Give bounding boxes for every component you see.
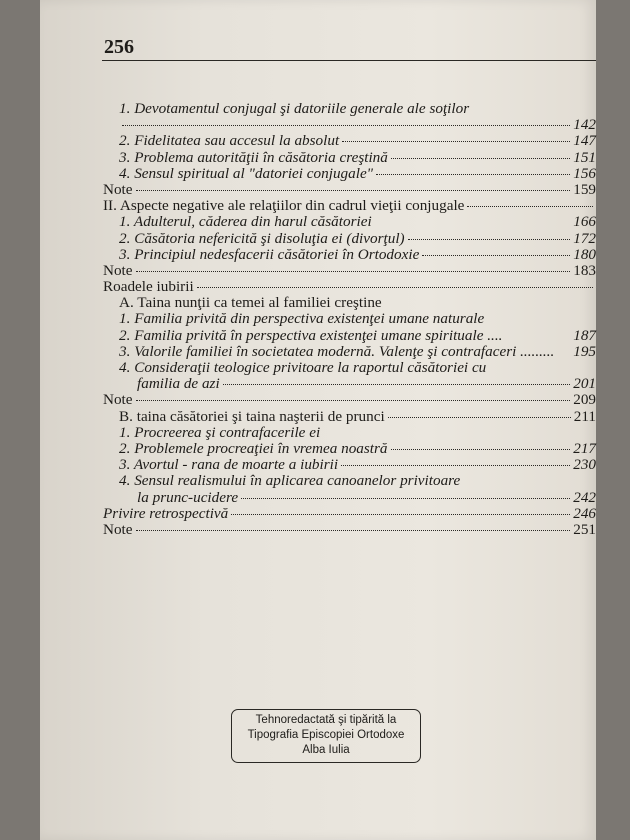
toc-entry (103, 441, 596, 457)
toc-entry (103, 457, 596, 473)
toc-entry-page: 147 (573, 132, 596, 150)
toc-entry (103, 344, 596, 360)
toc-entry-page: 201 (573, 375, 596, 393)
toc-entry (103, 198, 596, 214)
toc-entry (103, 182, 596, 198)
dot-leader (122, 125, 570, 126)
toc-entry-page: 246 (573, 504, 596, 522)
toc-entry (103, 133, 596, 149)
dot-leader (391, 158, 570, 159)
toc-entry (103, 473, 596, 489)
toc-entry-title: 1. Adulterul, căderea din harul căsătoriei (119, 213, 372, 231)
imprint-line-2: Tipografia Episcopiei Ortodoxe (247, 729, 405, 741)
toc-entry (103, 231, 596, 247)
toc-entry-title: 4. Sensul spiritual al "datoriei conjugale" (119, 164, 374, 182)
toc-entry-title: 2. Fidelitatea sau accesul la absolut (119, 132, 340, 150)
toc-entry-page: 142 (573, 116, 596, 134)
toc-entry-page: 211 (573, 407, 596, 425)
toc-entry-page: 183 (573, 261, 596, 279)
dot-leader (467, 206, 593, 207)
toc-entry-title: 4. Sensul realismului în aplicarea canoanelor privitoare (119, 472, 461, 490)
dot-leader (341, 465, 570, 466)
toc-entry-title: 2. Căsătoria nefericită şi disoluţia ei (divorţul) (119, 229, 405, 247)
toc-entry-title: la prunc-ucidere (137, 488, 239, 506)
book-page (40, 0, 596, 840)
toc-entry-title: Privire retrospectivă (103, 504, 229, 522)
toc-entry-title: Roadele iubirii (103, 278, 194, 296)
dot-leader (136, 530, 571, 531)
toc-entry-title: 3. Problema autorităţii în căsătoria creştină (119, 148, 388, 166)
toc-entry-title: 2. Familia privită în perspectiva existenţei umane spirituale .... (119, 326, 503, 344)
dot-leader (223, 384, 571, 385)
toc-entry (103, 295, 596, 311)
toc-entry (103, 328, 596, 344)
dot-leader (376, 174, 570, 175)
header-rule (102, 60, 596, 61)
toc-entry-page: 195 (573, 342, 596, 360)
toc-entry-title: Note (103, 261, 133, 279)
toc-entry-title: A. Taina nunţii ca temei al familiei creştine (119, 294, 382, 312)
toc-entry-title: 2. Problemele procreaţiei în vremea noastră (119, 439, 388, 457)
page-number: 256 (104, 36, 134, 58)
toc-entry-title: B. taina căsătoriei şi taina naşterii de prunci (119, 407, 385, 425)
imprint-box (231, 709, 421, 763)
dot-leader (136, 271, 571, 272)
dot-leader (136, 190, 571, 191)
toc-entry (103, 522, 596, 538)
toc-entry-title: 1. Familia privită din perspectiva existenţei umane naturale (119, 310, 485, 328)
dot-leader (342, 141, 570, 142)
toc-entry (103, 392, 596, 408)
dot-leader (241, 498, 570, 499)
toc-entry (103, 279, 596, 295)
toc-entry-title: 1. Devotamentul conjugal şi datoriile generale ale soţilor (119, 100, 470, 117)
toc-entry-title: 3. Valorile familiei în societatea modernă. Valenţe şi contrafaceri ......... (119, 342, 555, 360)
toc-entry-title: 3. Avortul - rana de moarte a iubirii (119, 456, 339, 474)
toc-entry (103, 490, 596, 506)
toc-entry (103, 101, 596, 117)
toc-entry-page: 217 (573, 439, 596, 457)
dot-leader (408, 239, 571, 240)
toc-entry-title: II. Aspecte negative ale relaţiilor din cadrul vieţii conjugale (103, 197, 465, 215)
toc-entry (103, 263, 596, 279)
toc-entry-page: 209 (573, 391, 596, 409)
dot-leader (136, 400, 571, 401)
toc-entry-title: Note (103, 180, 133, 198)
imprint-line-3: Alba Iulia (302, 744, 350, 756)
dot-leader (422, 255, 570, 256)
toc-entry (103, 409, 596, 425)
toc-entry (103, 425, 596, 441)
toc-entry-page: 166 (573, 213, 596, 231)
toc-entry-page: 156 (573, 164, 596, 182)
table-of-contents (103, 101, 596, 538)
toc-entry-page: 159 (573, 180, 596, 198)
toc-entry-page: 242 (573, 488, 596, 506)
toc-entry-title: Note (103, 391, 133, 409)
toc-entry-page: 251 (573, 520, 596, 538)
toc-entry (103, 360, 596, 376)
dot-leader (231, 514, 570, 515)
toc-entry-page: 151 (573, 148, 596, 166)
toc-entry (103, 506, 596, 522)
dot-leader (197, 287, 593, 288)
toc-entry-page: 187 (573, 326, 596, 344)
toc-entry-title: Note (103, 520, 133, 538)
toc-entry-title: 3. Principiul nedesfacerii căsătoriei în Ortodoxie (119, 245, 420, 263)
toc-entry-page: 230 (573, 456, 596, 474)
toc-entry-title: familia de azi (137, 375, 220, 393)
toc-entry-page: 180 (573, 245, 596, 263)
toc-entry (103, 311, 596, 327)
toc-entry (103, 247, 596, 263)
dot-leader (388, 417, 571, 418)
toc-entry-title: 4. Consideraţii teologice privitoare la raportul căsătoriei cu (119, 359, 487, 376)
toc-entry-page: 172 (573, 229, 596, 247)
toc-entry (103, 214, 596, 230)
toc-entry (103, 117, 596, 133)
toc-entry-title: 1. Procreerea şi contrafacerile ei (119, 423, 321, 441)
toc-entry (103, 150, 596, 166)
toc-entry (103, 166, 596, 182)
dot-leader (391, 449, 571, 450)
toc-entry (103, 376, 596, 392)
imprint-line-1: Tehnoredactată şi tipărită la (255, 714, 397, 726)
